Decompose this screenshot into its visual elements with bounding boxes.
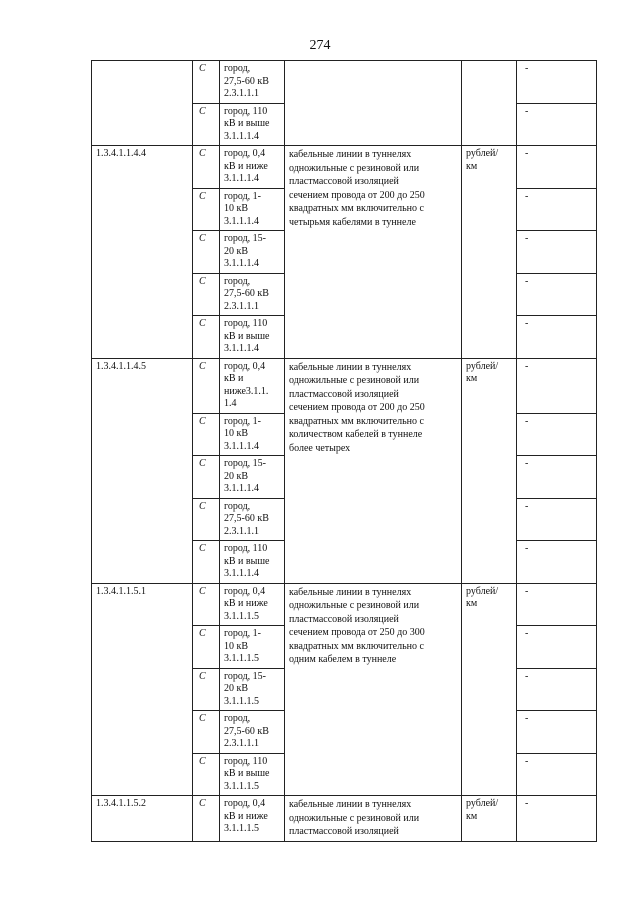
value-cell: -: [517, 626, 597, 669]
code-cell: 1.3.4.1.1.5.1: [92, 583, 193, 796]
level-cell: город, 110 кВ и выше 3.1.1.1.5: [220, 753, 285, 796]
letter-cell: С: [193, 61, 220, 104]
level-cell: город, 15- 20 кВ 3.1.1.1.4: [220, 456, 285, 499]
level-cell: город, 0,4 кВ и ниже 3.1.1.1.5: [220, 583, 285, 626]
value-cell: -: [517, 146, 597, 189]
value-cell: -: [517, 668, 597, 711]
level-cell: город, 110 кВ и выше 3.1.1.1.4: [220, 541, 285, 584]
value-cell: -: [517, 498, 597, 541]
table-row: [92, 146, 597, 189]
unit-cell: рублей/ км: [462, 146, 517, 359]
table-row: [92, 796, 597, 842]
value-cell: -: [517, 456, 597, 499]
level-cell: город, 27,5-60 кВ 2.3.1.1.1: [220, 61, 285, 104]
letter-cell: С: [193, 796, 220, 842]
tariff-table: [91, 60, 597, 842]
letter-cell: С: [193, 413, 220, 456]
letter-cell: С: [193, 498, 220, 541]
letter-cell: С: [193, 231, 220, 274]
code-cell: 1.3.4.1.1.4.5: [92, 358, 193, 583]
description-cell: кабельные линии в туннелях одножильные с резиновой или пластмассовой изоляцией сечением провода от 200 до 250 квадратных мм включительно с количеством кабелей в туннеле более четырех: [285, 358, 462, 583]
description-cell: кабельные линии в туннелях одножильные с резиновой или пластмассовой изоляцией сечением провода от 200 до 250 квадратных мм включительно с четырьмя кабелями в туннеле: [285, 146, 462, 359]
level-cell: город, 27,5-60 кВ 2.3.1.1.1: [220, 498, 285, 541]
page-number: 274: [309, 38, 331, 53]
value-cell: -: [517, 541, 597, 584]
table-row: [92, 358, 597, 413]
letter-cell: С: [193, 146, 220, 189]
letter-cell: С: [193, 753, 220, 796]
table-row: [92, 583, 597, 626]
letter-cell: С: [193, 668, 220, 711]
value-cell: -: [517, 711, 597, 754]
letter-cell: С: [193, 711, 220, 754]
letter-cell: С: [193, 456, 220, 499]
level-cell: город, 0,4 кВ и ниже3.1.1. 1.4: [220, 358, 285, 413]
unit-cell: [462, 61, 517, 146]
value-cell: -: [517, 753, 597, 796]
value-cell: -: [517, 316, 597, 359]
code-cell: 1.3.4.1.1.4.4: [92, 146, 193, 359]
level-cell: город, 27,5-60 кВ 2.3.1.1.1: [220, 711, 285, 754]
level-cell: город, 15- 20 кВ 3.1.1.1.5: [220, 668, 285, 711]
value-cell: -: [517, 358, 597, 413]
value-cell: -: [517, 273, 597, 316]
unit-cell: рублей/ км: [462, 796, 517, 842]
value-cell: -: [517, 188, 597, 231]
level-cell: город, 1- 10 кВ 3.1.1.1.4: [220, 413, 285, 456]
code-cell: [92, 61, 193, 146]
value-cell: -: [517, 61, 597, 104]
level-cell: город, 1- 10 кВ 3.1.1.1.5: [220, 626, 285, 669]
value-cell: -: [517, 231, 597, 274]
table-row: [92, 61, 597, 104]
level-cell: город, 0,4 кВ и ниже 3.1.1.1.5: [220, 796, 285, 842]
letter-cell: С: [193, 316, 220, 359]
letter-cell: С: [193, 541, 220, 584]
level-cell: город, 27,5-60 кВ 2.3.1.1.1: [220, 273, 285, 316]
unit-cell: рублей/ км: [462, 358, 517, 583]
level-cell: город, 0,4 кВ и ниже 3.1.1.1.4: [220, 146, 285, 189]
unit-cell: рублей/ км: [462, 583, 517, 796]
value-cell: -: [517, 796, 597, 842]
level-cell: город, 110 кВ и выше 3.1.1.1.4: [220, 103, 285, 146]
value-cell: -: [517, 103, 597, 146]
letter-cell: С: [193, 273, 220, 316]
description-cell: [285, 61, 462, 146]
letter-cell: С: [193, 626, 220, 669]
letter-cell: С: [193, 188, 220, 231]
value-cell: -: [517, 583, 597, 626]
level-cell: город, 110 кВ и выше 3.1.1.1.4: [220, 316, 285, 359]
letter-cell: С: [193, 103, 220, 146]
description-cell: кабельные линии в туннелях одножильные с резиновой или пластмассовой изоляцией сечением провода от 250 до 300 квадратных мм включительно с одним кабелем в туннеле: [285, 583, 462, 796]
value-cell: -: [517, 413, 597, 456]
level-cell: город, 1- 10 кВ 3.1.1.1.4: [220, 188, 285, 231]
letter-cell: С: [193, 583, 220, 626]
level-cell: город, 15- 20 кВ 3.1.1.1.4: [220, 231, 285, 274]
code-cell: 1.3.4.1.1.5.2: [92, 796, 193, 842]
letter-cell: С: [193, 358, 220, 413]
description-cell: кабельные линии в туннелях одножильные с резиновой или пластмассовой изоляцией: [285, 796, 462, 842]
